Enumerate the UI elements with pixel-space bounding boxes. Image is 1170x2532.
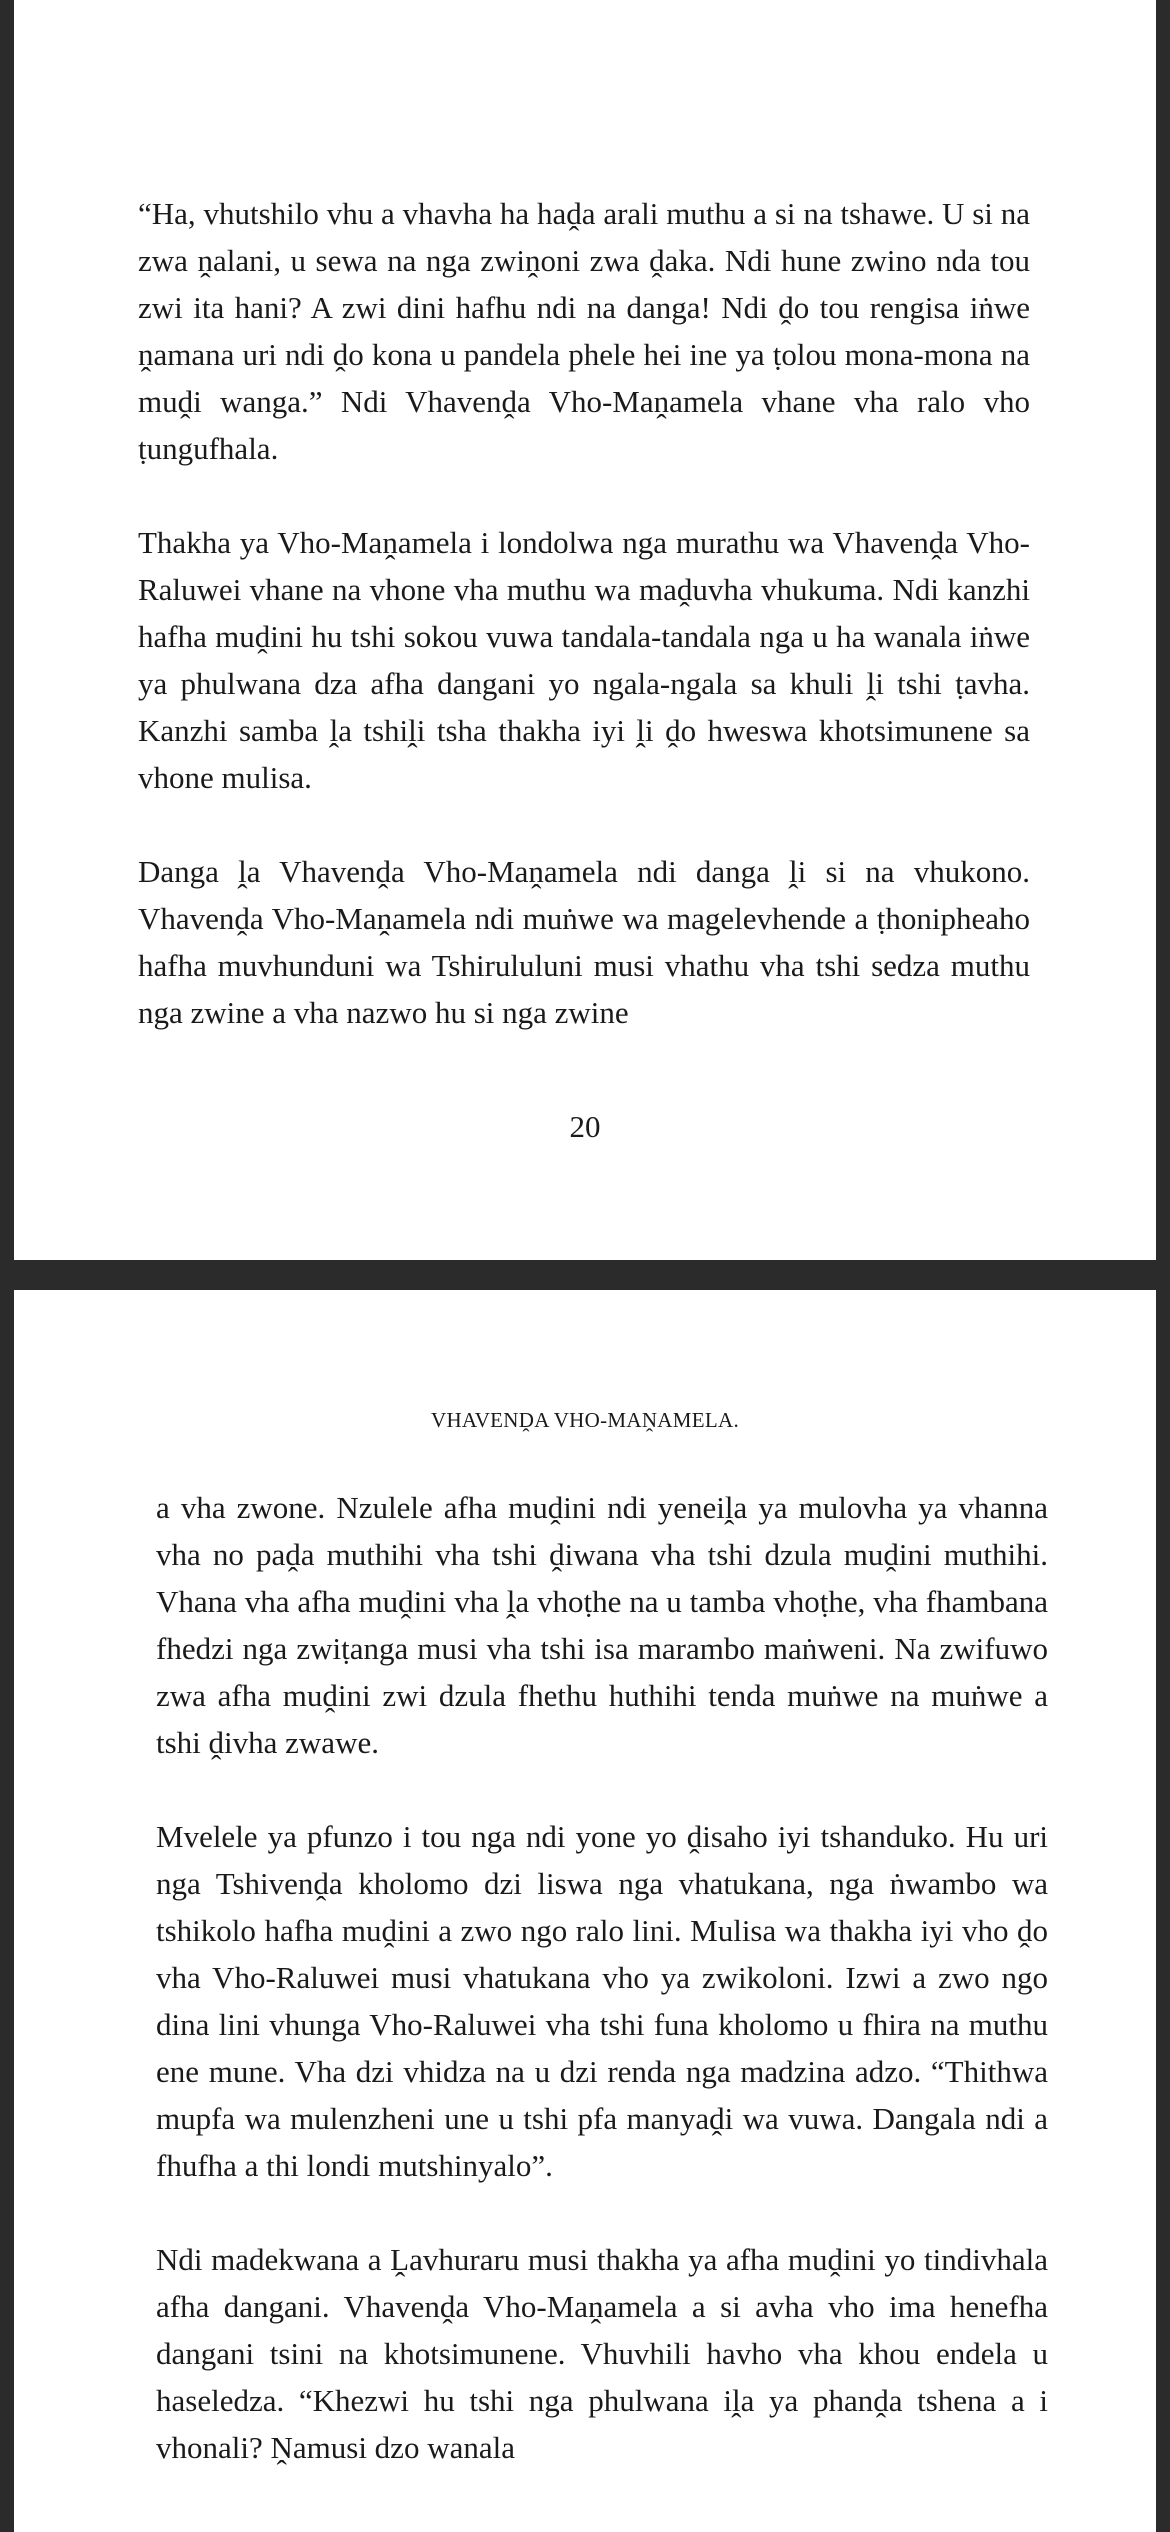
paragraph: Mvelele ya pfunzo i tou nga ndi yone yo ḓisaho iyi tshanduko. Hu uri nga Tshivenḓa kholomo dzi liswa nga vhatukana, nga ṅwambo wa tshikolo hafha muḓini a zwo ngo ralo lini. Mulisa wa thakha iyi vho ḓo vha Vho-Raluwei musi vhatukana vho ya zwikoloni. Izwi a zwo ngo dina lini vhunga Vho-Raluwei vha tshi funa kholomo u fhira na muthu ene mune. Vha dzi vhidza na u dzi renda nga madzina adzo. “Thithwa mupfa wa mulenzheni une u tshi pfa manyaḓi wa vuwa. Dangala ndi a fhufha a thi londi mutshinyalo”. — [156, 1819, 1048, 2183]
page-20-body — [138, 190, 1030, 1036]
paragraph: Thakha ya Vho-Maṋamela i londolwa nga murathu wa Vhavenḓa Vho-Raluwei vhane na vhone vha muthu wa maḓuvha vhukuma. Ndi kanzhi hafha muḓini hu tshi sokou vuwa tandala-tandala nga u ha wanala iṅwe ya phulwana dza afha dangani yo ngala-ngala sa khuli ḽi tshi ṭavha. Kanzhi samba ḽa tshiḽi tsha thakha iyi ḽi ḓo hweswa khotsimunene sa vhone mulisa. — [138, 525, 1030, 795]
paragraph: “Ha, vhutshilo vhu a vhavha ha haḓa arali muthu a si na tshawe. U si na zwa ṋalani, u sewa na nga zwiṋoni zwa ḓaka. Ndi hune zwino nda tou zwi ita hani? A zwi dini hafhu ndi na danga! Ndi ḓo tou rengisa iṅwe ṋamana uri ndi ḓo kona u pandela phele hei ine ya ṭolou mona-mona na muḓi wanga.” Ndi Vhavenḓa Vho-Maṋamela vhane vha ralo vho ṭungufhala. — [138, 196, 1030, 466]
running-head: VHAVENḒA VHO-MAṊAMELA. — [431, 1408, 739, 1432]
paragraph: Danga ḽa Vhavenḓa Vho-Maṋamela ndi danga ḽi si na vhukono. Vhavenḓa Vho-Maṋamela ndi muṅwe wa magelevhende a ṭhonipheaho hafha muvhunduni wa Tshirululuni musi vhathu vha tshi sedza muthu nga zwine a vha nazwo hu si nga zwine — [138, 854, 1030, 1030]
page-number: 20 — [569, 1109, 601, 1144]
page-21-body — [156, 1484, 1048, 2471]
paragraph: a vha zwone. Nzulele afha muḓini ndi yeneiḽa ya mulovha ya vhanna vha no paḓa muthihi vha tshi ḓiwana vha tshi dzula muḓini muthihi. Vhana vha afha muḓini vha ḽa vhoṭhe na u tamba vhoṭhe, vha fhambana fhedzi nga zwiṭanga musi vha tshi isa marambo maṅweni. Na zwifuwo zwa afha muḓini zwi dzula fhethu huthihi tenda muṅwe na muṅwe a tshi ḓivha zwawe. — [156, 1490, 1048, 1760]
paragraph: Ndi madekwana a Ḽavhuraru musi thakha ya afha muḓini yo tindivhala afha dangani. Vhavenḓa Vho-Maṋamela a si avha vho ima henefha dangani tsini na khotsimunene. Vhuvhili havho vha khou endela u haseledza. “Khezwi hu tshi nga phulwana iḽa ya phanḓa tshena a i vhonali? Ṋamusi dzo wanala — [156, 2242, 1048, 2465]
book-page-20 — [14, 0, 1156, 1260]
book-page-21 — [14, 1290, 1156, 2532]
